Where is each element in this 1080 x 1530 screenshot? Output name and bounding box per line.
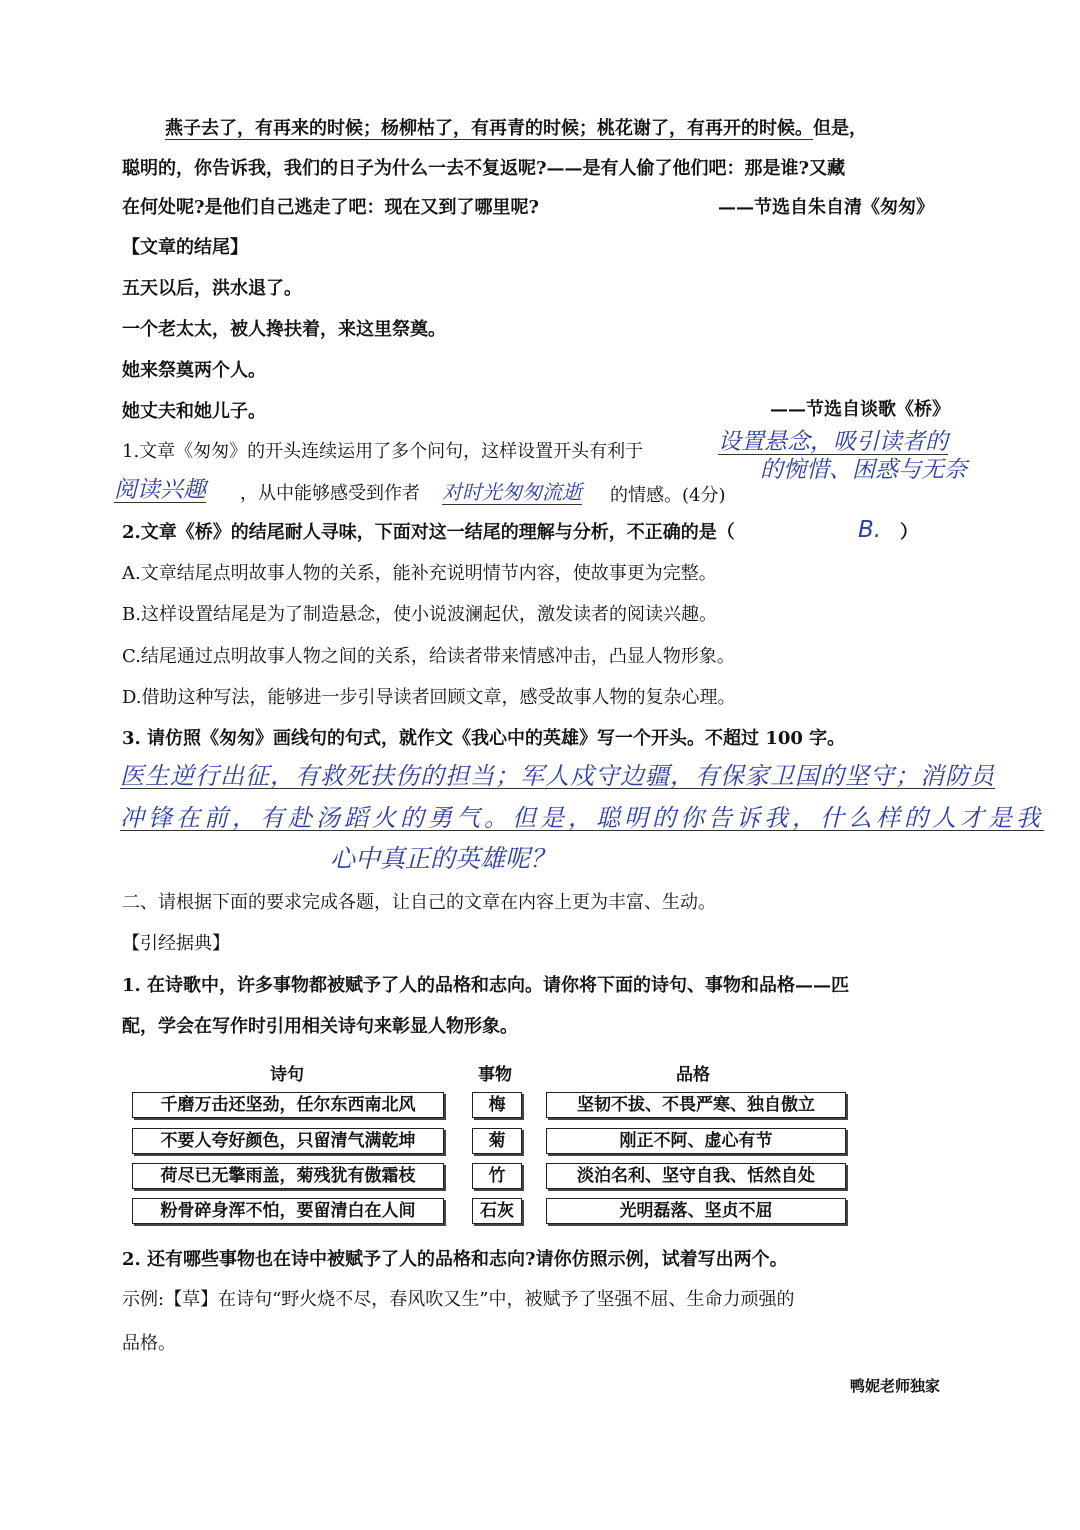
- question-text: 配，学会在写作时引用相关诗句来彰显人物形象。: [122, 1016, 518, 1037]
- passage-line: 聪明的，你告诉我，我们的日子为什么一去不复返呢?——是有人偷了他们吧：那是谁?又藏: [122, 158, 846, 179]
- poem-box: 千磨万击还坚劲，任尔东西南北风: [132, 1092, 444, 1118]
- option-c: C.结尾通过点明故事人物之间的关系，给读者带来情感冲击，凸显人物形象。: [122, 646, 735, 667]
- question-3: 3. 请仿照《匆匆》画线句的句式，就作文《我心中的英雄》写一个开头。不超过 100 字。: [122, 728, 846, 749]
- passage-line: [165, 117, 867, 141]
- thing-box: 竹: [472, 1163, 522, 1189]
- question-2: 2.文章《桥》的结尾耐人寻味，下面对这一结尾的理解与分析，不正确的是（: [122, 522, 735, 543]
- text: 但是，: [813, 118, 867, 139]
- ending-source: ——节选自谈歌《桥》: [770, 399, 950, 420]
- ending-line: 她来祭奠两个人。: [122, 360, 266, 381]
- poem-box: 荷尽已无擎雨盖，菊残犹有傲霜枝: [132, 1163, 444, 1189]
- handwritten-answer: 医生逆行出征，有救死扶伤的担当；军人戍守边疆，有保家卫国的坚守；消防员: [120, 762, 995, 790]
- handwritten-answer: 心中真正的英雄呢？: [330, 844, 556, 873]
- bracket: ）: [900, 522, 918, 543]
- section-intro: 二、请根据下面的要求完成各题，让自己的文章在内容上更为丰富、生动。: [122, 892, 716, 913]
- handwritten-answer: 的惋惜、困惑与无奈: [760, 457, 967, 483]
- thing-box: 菊: [472, 1128, 522, 1154]
- handwritten-answer: 阅读兴趣: [114, 477, 206, 503]
- question-text: 1. 在诗歌中，许多事物都被赋予了人的品格和志向。请你将下面的诗句、事物和品格——匹: [122, 975, 850, 996]
- quality-box: 光明磊落、坚贞不屈: [546, 1198, 846, 1224]
- passage-line: 在何处呢?是他们自己逃走了吧：现在又到了哪里呢?: [122, 197, 540, 218]
- question-1-middle: ，从中能够感受到作者: [240, 483, 420, 504]
- quality-box: 刚正不阿、虚心有节: [546, 1128, 846, 1154]
- poem-box: 粉骨碎身浑不怕，要留清白在人间: [132, 1198, 444, 1224]
- question-1-suffix: 的情感。(4分): [610, 485, 726, 506]
- thing-box: 梅: [472, 1092, 522, 1118]
- underlined-sentence: 燕子去了，有再来的时候；杨柳枯了，有再青的时候；桃花谢了，有再开的时候。: [165, 118, 813, 139]
- table-header-poem: 诗句: [270, 1065, 304, 1085]
- option-a: A.文章结尾点明故事人物的关系，能补充说明情节内容，使故事更为完整。: [122, 563, 717, 584]
- ending-line: 五天以后，洪水退了。: [122, 278, 302, 299]
- passage-source: ——节选自朱自清《匆匆》: [718, 197, 934, 218]
- handwritten-answer: B.: [858, 517, 882, 543]
- ending-line: 一个老太太，被人搀扶着，来这里祭奠。: [122, 319, 446, 340]
- question-text: 2. 还有哪些事物也在诗中被赋予了人的品格和志向?请你仿照示例，试着写出两个。: [122, 1249, 788, 1270]
- option-d: D.借助这种写法，能够进一步引导读者回顾文章，感受故事人物的复杂心理。: [122, 687, 736, 708]
- table-header-quality: 品格: [676, 1065, 710, 1085]
- handwritten-answer: 对时光匆匆流逝: [442, 480, 582, 504]
- example-text: 品格。: [122, 1333, 176, 1354]
- section-heading: 【引经据典】: [122, 933, 230, 954]
- example-text: 示例:【草】在诗句“野火烧不尽，春风吹又生”中，被赋予了坚强不屈、生命力顽强的: [122, 1289, 795, 1310]
- poem-box: 不要人夸好颜色，只留清气满乾坤: [132, 1128, 444, 1154]
- handwritten-answer: 冲锋在前，有赴汤蹈火的勇气。但是，聪明的你告诉我，什么样的人才是我: [120, 804, 1044, 832]
- quality-box: 坚韧不拔、不畏严寒、独自傲立: [546, 1092, 846, 1118]
- quality-box: 淡泊名利、坚守自我、恬然自处: [546, 1163, 846, 1189]
- thing-box: 石灰: [472, 1198, 522, 1224]
- ending-line: 她丈夫和她儿子。: [122, 401, 266, 422]
- handwritten-answer: 设置悬念，吸引读者的: [718, 429, 948, 455]
- section-heading: 【文章的结尾】: [122, 237, 248, 258]
- question-1-prefix: 1.文章《匆匆》的开头连续运用了多个问句，这样设置开头有利于: [122, 441, 644, 462]
- option-b: B.这样设置结尾是为了制造悬念，使小说波澜起伏，激发读者的阅读兴趣。: [122, 604, 717, 625]
- footer-watermark: 鸭妮老师独家: [850, 1377, 941, 1395]
- table-header-thing: 事物: [478, 1065, 512, 1085]
